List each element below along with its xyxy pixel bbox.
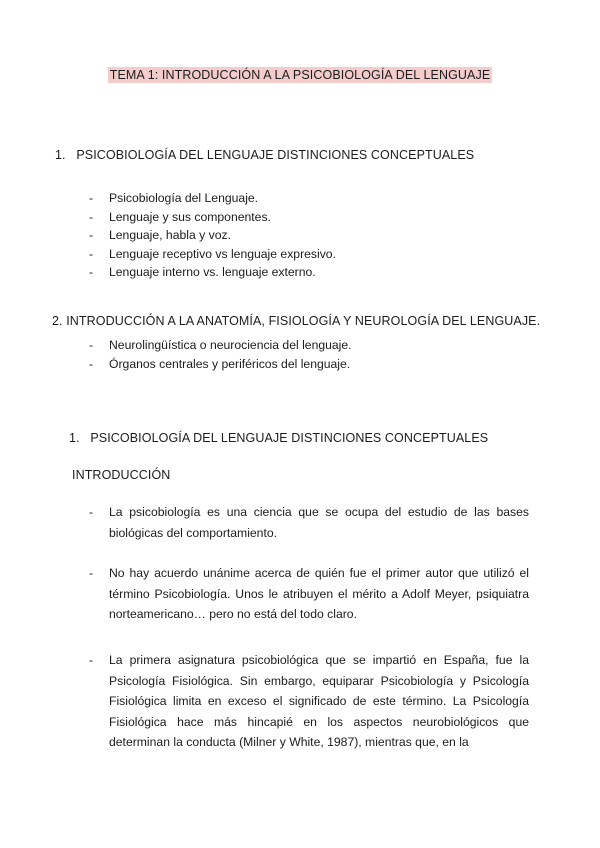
- document-title: [0, 68, 600, 82]
- section1-heading-text: PSICOBIOLOGÍA DEL LENGUAJE DISTINCIONES CONCEPTUALES: [76, 148, 475, 162]
- list-item: - Lenguaje, habla y voz.: [89, 228, 231, 242]
- list-item: - Psicobiología del Lenguaje.: [89, 191, 259, 205]
- section1-repeat-number: 1.: [69, 431, 80, 445]
- list-item: - Lenguaje y sus componentes.: [89, 209, 271, 224]
- section2-list: [89, 336, 352, 373]
- list-item: - Neurolingüística o neurociencia del lenguaje.: [89, 338, 352, 352]
- section1-repeat-heading: [69, 431, 488, 445]
- section1-list: [89, 189, 336, 282]
- paragraph: - La psicobiología es una ciencia que se ocupa del estudio de las bases biológicas del comportamiento.: [89, 505, 529, 540]
- list-item: - Lenguaje receptivo vs lenguaje expresivo.: [89, 246, 336, 261]
- section1-heading: [55, 148, 474, 162]
- intro-heading: INTRODUCCIÓN: [72, 468, 171, 482]
- paragraph: - La primera asignatura psicobiológica que se impartió en España, fue la Psicología Fisiológica. Sin embargo, equiparar Psicobiología y Psicología Fisiológica limita en exceso el significado de este término. La Psicología Fisiológica hace más hincapié en los aspectos neurobiológicos que determinan la conducta (Milner y White, 1987), mientras que, en la: [89, 653, 529, 749]
- list-item: - Órganos centrales y periféricos del lenguaje.: [89, 356, 351, 371]
- section1-repeat-heading-text: PSICOBIOLOGÍA DEL LENGUAJE DISTINCIONES CONCEPTUALES: [90, 431, 489, 445]
- list-item: - Lenguaje interno vs. lenguaje externo.: [89, 265, 316, 279]
- section1-number: 1.: [55, 148, 66, 162]
- section2-heading: 2. INTRODUCCIÓN A LA ANATOMÍA, FISIOLOGÍA Y NEUROLOGÍA DEL LENGUAJE.: [52, 314, 541, 328]
- paragraph: - No hay acuerdo unánime acerca de quién fue el primer autor que utilizó el término Psicobiología. Unos le atribuyen el mérito a Adolf Meyer, psiquiatra norteamericano… pero no está del todo claro.: [89, 566, 529, 621]
- title-highlight: TEMA 1: INTRODUCCIÓN A LA PSICOBIOLOGÍA DEL LENGUAJE: [109, 68, 491, 82]
